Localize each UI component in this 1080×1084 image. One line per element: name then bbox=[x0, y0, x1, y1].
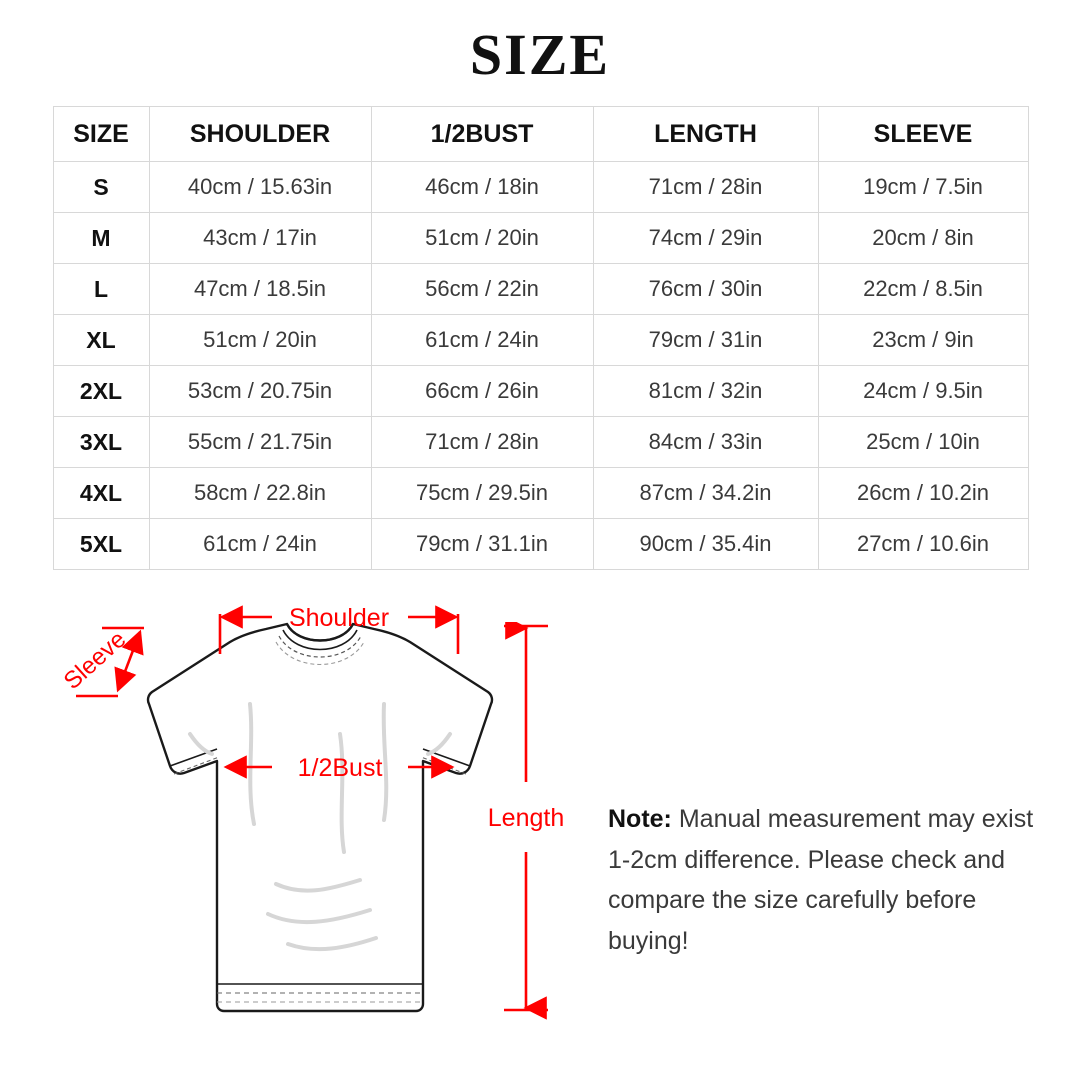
page-title: SIZE bbox=[469, 22, 611, 87]
cell-bust: 46cm / 18in bbox=[371, 162, 593, 213]
cell-bust: 56cm / 22in bbox=[371, 264, 593, 315]
cell-bust: 51cm / 20in bbox=[371, 213, 593, 264]
cell-sleeve: 20cm / 8in bbox=[818, 213, 1028, 264]
table-row bbox=[53, 519, 1028, 570]
cell-sleeve: 27cm / 10.6in bbox=[818, 519, 1028, 570]
cell-sleeve: 26cm / 10.2in bbox=[818, 468, 1028, 519]
cell-bust: 66cm / 26in bbox=[371, 366, 593, 417]
cell-shoulder: 55cm / 21.75in bbox=[149, 417, 371, 468]
cell-length: 71cm / 28in bbox=[593, 162, 818, 213]
cell-shoulder: 40cm / 15.63in bbox=[149, 162, 371, 213]
cell-shoulder: 53cm / 20.75in bbox=[149, 366, 371, 417]
measurement-diagram-section bbox=[0, 584, 1080, 1084]
length-label: Length bbox=[487, 804, 565, 832]
cell-size: XL bbox=[53, 315, 149, 366]
cell-shoulder: 58cm / 22.8in bbox=[149, 468, 371, 519]
cell-size: 4XL bbox=[53, 468, 149, 519]
note-lead: Note: bbox=[608, 805, 672, 833]
cell-sleeve: 24cm / 9.5in bbox=[818, 366, 1028, 417]
cell-bust: 75cm / 29.5in bbox=[371, 468, 593, 519]
cell-sleeve: 19cm / 7.5in bbox=[818, 162, 1028, 213]
table-row bbox=[53, 162, 1028, 213]
bust-label: 1/2Bust bbox=[297, 754, 383, 782]
table-row bbox=[53, 315, 1028, 366]
table-row bbox=[53, 366, 1028, 417]
shoulder-label: Shoulder bbox=[288, 604, 390, 632]
cell-length: 90cm / 35.4in bbox=[593, 519, 818, 570]
size-table-container bbox=[53, 106, 1028, 570]
cell-length: 79cm / 31in bbox=[593, 315, 818, 366]
cell-bust: 79cm / 31.1in bbox=[371, 519, 593, 570]
table-row bbox=[53, 213, 1028, 264]
column-header-sleeve: SLEEVE bbox=[818, 107, 1028, 162]
cell-sleeve: 25cm / 10in bbox=[818, 417, 1028, 468]
cell-shoulder: 51cm / 20in bbox=[149, 315, 371, 366]
cell-shoulder: 47cm / 18.5in bbox=[149, 264, 371, 315]
table-header-row bbox=[53, 107, 1028, 162]
cell-sleeve: 23cm / 9in bbox=[818, 315, 1028, 366]
size-table bbox=[53, 106, 1029, 570]
cell-bust: 71cm / 28in bbox=[371, 417, 593, 468]
column-header-length: LENGTH bbox=[593, 107, 818, 162]
note-body: Manual measurement may exist 1-2cm difference. Please check and compare the size carefully before buying! bbox=[608, 805, 1034, 955]
sleeve-label: Sleeve bbox=[58, 625, 132, 696]
cell-length: 87cm / 34.2in bbox=[593, 468, 818, 519]
cell-length: 76cm / 30in bbox=[593, 264, 818, 315]
column-header-shoulder: SHOULDER bbox=[149, 107, 371, 162]
table-row bbox=[53, 264, 1028, 315]
cell-bust: 61cm / 24in bbox=[371, 315, 593, 366]
cell-sleeve: 22cm / 8.5in bbox=[818, 264, 1028, 315]
table-row bbox=[53, 468, 1028, 519]
cell-size: 5XL bbox=[53, 519, 149, 570]
cell-shoulder: 43cm / 17in bbox=[149, 213, 371, 264]
table-header bbox=[53, 107, 1028, 162]
column-header-size: SIZE bbox=[53, 107, 149, 162]
table-row bbox=[53, 417, 1028, 468]
tshirt-outline-shape bbox=[148, 624, 492, 1011]
note-text bbox=[608, 799, 1038, 961]
cell-size: S bbox=[53, 162, 149, 213]
cell-size: M bbox=[53, 213, 149, 264]
cell-length: 81cm / 32in bbox=[593, 366, 818, 417]
cell-size: L bbox=[53, 264, 149, 315]
table-body bbox=[53, 162, 1028, 570]
length-measure-arrow bbox=[470, 622, 610, 1032]
cell-size: 3XL bbox=[53, 417, 149, 468]
cell-length: 84cm / 33in bbox=[593, 417, 818, 468]
cell-length: 74cm / 29in bbox=[593, 213, 818, 264]
cell-size: 2XL bbox=[53, 366, 149, 417]
cell-shoulder: 61cm / 24in bbox=[149, 519, 371, 570]
column-header-bust: 1/2BUST bbox=[371, 107, 593, 162]
